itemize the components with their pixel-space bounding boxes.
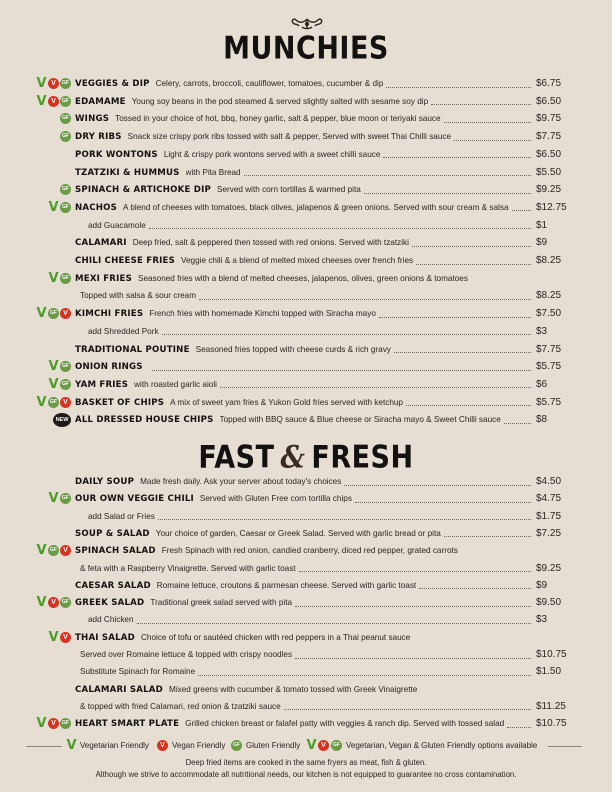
dot-leader: [444, 536, 531, 537]
item-name: THAI SALAD: [75, 632, 135, 643]
dot-leader: [299, 571, 531, 572]
gluten-free-icon: GF: [331, 740, 342, 751]
item-name: OUR OWN VEGGIE CHILI: [75, 494, 194, 505]
item-name: ALL DRESSED HOUSE CHIPS: [75, 415, 214, 426]
menu-item-row: [0, 664, 612, 680]
legend-divider-right: [548, 746, 582, 747]
vegetarian-icon: V: [36, 76, 47, 91]
item-description: add Shredded Pork: [88, 326, 159, 336]
legend-vegetarian: Vegetarian Friendly: [80, 741, 149, 750]
item-price: $4.50: [536, 476, 562, 487]
dot-leader: [419, 588, 531, 589]
vegan-icon: V: [318, 740, 329, 751]
vegetarian-icon: V: [36, 394, 47, 410]
item-description: Choice of tofu or sautéed chicken with red peppers in a Thai peanut sauce: [141, 632, 411, 642]
dot-leader: [295, 658, 531, 659]
item-price: $6.50: [536, 95, 562, 107]
vegetarian-icon: V: [48, 359, 59, 375]
item-name: CALAMARI SALAD: [75, 684, 163, 695]
menu-item-row: [0, 612, 612, 628]
item-description: with roasted garlic aioli: [134, 379, 217, 389]
item-name: GREEK SALAD: [75, 598, 145, 609]
gluten-free-icon: GF: [231, 740, 242, 751]
vegetarian-icon: V: [36, 716, 47, 732]
legend-gluten: Gluten Friendly: [246, 741, 301, 750]
vegan-icon: V: [48, 597, 59, 608]
vegetarian-icon: V: [48, 376, 59, 392]
gluten-free-icon: GF: [60, 131, 71, 142]
gluten-free-icon: GF: [60, 78, 71, 89]
gluten-free-icon: GF: [60, 379, 71, 390]
item-price: $6.50: [536, 148, 562, 160]
dot-leader: [220, 387, 531, 388]
item-name: SPINACH SALAD: [75, 546, 156, 557]
dietary-legend: [0, 738, 612, 754]
vegan-icon: V: [60, 308, 71, 319]
item-description: Served with corn tortillas & warmed pita: [217, 185, 361, 195]
menu-item-row: [0, 561, 612, 577]
menu-item-row: [0, 716, 612, 732]
menu-item-row: [0, 682, 612, 698]
item-price: $5.75: [536, 361, 562, 373]
item-price: $11.25: [536, 700, 566, 712]
dot-leader: [504, 423, 531, 424]
item-price: $4.75: [536, 493, 562, 505]
dot-leader: [355, 502, 531, 503]
dot-leader: [454, 140, 531, 141]
item-price: $3: [536, 325, 548, 337]
item-name: DAILY SOUP: [75, 477, 135, 487]
dot-leader: [284, 709, 531, 710]
item-price: $9.75: [536, 113, 562, 125]
item-price: $9.25: [536, 184, 562, 196]
gluten-free-icon: GF: [60, 273, 71, 284]
vegan-icon: V: [60, 545, 71, 556]
item-name: TZATZIKI & HUMMUS: [75, 167, 180, 178]
dot-leader: [295, 606, 531, 607]
dot-leader: [394, 352, 531, 353]
item-description: Tossed in your choice of hot, bbq, honey garlic, salt & pepper, blue moon or teriyaki sauce: [115, 114, 441, 124]
menu-item-row: [0, 595, 612, 611]
item-price: $7.25: [536, 527, 562, 539]
gluten-free-icon: GF: [60, 597, 71, 608]
menu-item-row: [0, 377, 612, 393]
gluten-free-icon: GF: [60, 361, 71, 372]
item-price: $7.75: [536, 343, 562, 355]
item-price: $5.75: [536, 396, 562, 408]
dot-leader: [158, 519, 531, 520]
item-description: Served over Romaine lettuce & topped with crispy noodles: [80, 650, 293, 659]
item-description: Topped with BBQ sauce & Blue cheese or Siracha mayo & Sweet Chilli sauce: [219, 415, 501, 425]
vegan-icon: V: [48, 718, 59, 729]
vegetarian-icon: V: [48, 491, 59, 507]
item-name: CHILI CHEESE FRIES: [75, 256, 175, 266]
item-price: $1.75: [536, 510, 562, 522]
legend-vegan: Vegan Friendly: [172, 741, 226, 750]
menu-item-row: [0, 253, 612, 269]
item-description: & topped with fried Calamari, red onion & tzatziki sauce: [80, 701, 281, 711]
dot-leader: [507, 727, 531, 728]
item-name: SPINACH & ARTICHOKE DIP: [75, 185, 212, 196]
item-name: NACHOS: [75, 202, 118, 213]
menu-item-row: [0, 474, 612, 490]
legend-divider-left: [26, 746, 62, 747]
item-name: TRADITIONAL POUTINE: [75, 344, 190, 355]
menu-item-row: [0, 235, 612, 251]
item-description: Grilled chicken breast or falafel patty with veggies & ranch dip. Served with tossed salad: [185, 719, 505, 729]
vegetarian-icon: V: [48, 270, 59, 286]
menu-item-row: [0, 200, 612, 216]
menu-item-row: [0, 129, 612, 145]
section-title-munchies: MUNCHIES: [223, 30, 389, 67]
item-description: Fresh Spinach with red onion, candied cranberry, diced red pepper, grated carrots: [161, 546, 458, 556]
item-name: SOUP & SALAD: [75, 528, 150, 539]
item-description: French fries with homemade Kimchi topped with Siracha mayo: [149, 309, 376, 319]
item-description: add Guacamole: [88, 220, 146, 230]
dot-leader: [199, 299, 531, 300]
item-description: Your choice of garden, Caesar or Greek Salad. Served with garlic bread or pita: [155, 528, 441, 538]
item-description: Topped with salsa & sour cream: [80, 291, 197, 301]
vegan-icon: V: [48, 78, 59, 89]
new-badge-icon: NEW: [53, 413, 71, 427]
dot-leader: [244, 175, 531, 176]
vegetarian-icon: V: [48, 199, 59, 215]
item-description: Young soy beans in the pod steamed & served slightly salted with sesame soy dip: [131, 96, 429, 106]
item-description: with Pita Bread: [185, 167, 241, 177]
menu-item-row: [0, 218, 612, 234]
item-name: DRY RIBS: [75, 132, 122, 143]
footnote-fryer: Deep fried items are cooked in the same fryers as meat, fish & gluten.: [185, 758, 427, 767]
dot-leader: [379, 317, 531, 318]
vegan-icon: V: [60, 632, 71, 643]
menu-item-row: [0, 412, 612, 428]
menu-item-row: [0, 509, 612, 525]
item-price: $8.25: [536, 290, 562, 302]
menu-item-row: [0, 630, 612, 646]
footnote-allergen: Although we strive to accommodate all nutritional needs, our kitchen is not equipped to guarantee no cross contamination.: [95, 770, 517, 779]
gluten-free-icon: GF: [60, 202, 71, 213]
item-description: Veggie chili & a blend of melted mixed cheeses over french fries: [181, 256, 414, 265]
item-price: $6.75: [536, 78, 562, 89]
item-price: $9: [536, 237, 548, 249]
menu-item-row: [0, 94, 612, 110]
menu-item-row: [0, 306, 612, 322]
vegetarian-icon: V: [306, 738, 317, 753]
vegetarian-icon: V: [48, 629, 59, 645]
item-description: Mixed greens with cucumber & tomato tossed with Greek Vinaigrette: [169, 684, 418, 694]
item-description: A mix of sweet yam fries & Yukon Gold fries served with ketchup: [170, 397, 403, 407]
menu-item-row: [0, 182, 612, 198]
menu-item-row: [0, 647, 612, 663]
dot-leader: [162, 334, 531, 335]
vegetarian-icon: V: [36, 595, 47, 611]
menu-item-row: [0, 543, 612, 559]
item-name: EDAMAME: [75, 96, 126, 107]
item-price: $1.50: [536, 666, 562, 678]
vegan-icon: V: [157, 740, 168, 751]
item-description: Seasoned fries topped with cheese curds & rich gravy: [195, 344, 391, 354]
item-name: YAM FRIES: [75, 379, 129, 390]
menu-item-row: [0, 271, 612, 287]
item-description: Substitute Spinach for Romaine: [80, 667, 196, 677]
gluten-free-icon: GF: [48, 397, 59, 408]
dot-leader: [412, 246, 531, 247]
gluten-free-icon: GF: [48, 308, 59, 319]
item-description: Celery, carrots, broccoli, cauliflower, tomatoes, cucumber & dip: [155, 79, 384, 88]
item-name: ONION RINGS: [75, 362, 143, 373]
item-name: HEART SMART PLATE: [75, 719, 180, 730]
item-name: CALAMARI: [75, 238, 127, 249]
item-name: PORK WONTONS: [75, 149, 158, 160]
dot-leader: [152, 370, 531, 371]
item-name: VEGGIES & DIP: [75, 79, 150, 89]
vegetarian-icon: V: [36, 306, 47, 322]
item-description: Seasoned fries with a blend of melted cheeses, jalapenos, olives, green onions & tomatoes: [137, 273, 468, 283]
dot-leader: [444, 122, 531, 123]
menu-item-row: [0, 395, 612, 411]
vegetarian-icon: V: [66, 738, 77, 753]
dot-leader: [406, 405, 531, 406]
item-description: A blend of cheeses with tomatoes, black olives, jalapenos & green onions. Served with sour cream & salsa: [123, 202, 509, 212]
menu-item-row: [0, 699, 612, 715]
item-price: $10.75: [536, 718, 567, 730]
item-price: $8: [536, 414, 548, 426]
dot-leader: [137, 623, 531, 624]
item-price: $10.75: [536, 649, 567, 660]
item-name: BASKET OF CHIPS: [75, 397, 165, 408]
title-fresh: FRESH: [311, 439, 414, 476]
item-price: $3: [536, 614, 548, 626]
item-price: $9.25: [536, 562, 562, 574]
menu-item-row: [0, 288, 612, 304]
gluten-free-icon: GF: [60, 493, 71, 504]
item-name: MEXI FRIES: [75, 273, 132, 284]
dot-leader: [198, 675, 531, 676]
item-name: KIMCHI FRIES: [75, 309, 144, 320]
title-ampersand: &: [280, 439, 306, 476]
item-description: add Chicken: [88, 615, 134, 625]
title-fast: FAST: [198, 439, 275, 476]
menu-item-row: [0, 111, 612, 127]
menu-item-row: [0, 578, 612, 594]
item-description: Light & crispy pork wontons served with a sweet chilli sauce: [163, 149, 381, 159]
gluten-free-icon: GF: [60, 184, 71, 195]
gluten-free-icon: GF: [60, 96, 71, 107]
ornament-flourish-icon: [290, 17, 324, 31]
menu-item-row: [0, 342, 612, 358]
dot-leader: [149, 228, 531, 229]
vegetarian-icon: V: [36, 543, 47, 559]
dot-leader: [344, 485, 531, 486]
menu-item-row: [0, 324, 612, 340]
vegan-icon: V: [60, 397, 71, 408]
item-price: $8.25: [536, 255, 562, 266]
gluten-free-icon: GF: [60, 718, 71, 729]
menu-item-row: [0, 76, 612, 92]
gluten-free-icon: GF: [60, 113, 71, 124]
dot-leader: [383, 157, 531, 158]
item-description: Snack size crispy pork ribs tossed with salt & pepper, Served with sweet Thai Chilli sauce: [127, 132, 452, 142]
item-description: Served with Gluten Free corn tortilla chips: [199, 494, 352, 504]
item-description: add Salad or Fries: [88, 511, 155, 521]
item-description: Romaine lettuce, croutons & parmesan cheese. Served with garlic toast: [156, 580, 417, 590]
dot-leader: [364, 193, 531, 194]
item-price: $9.50: [536, 597, 562, 609]
menu-item-row: [0, 526, 612, 542]
item-description: Deep fried, salt & peppered then tossed with red onions. Served with tzatziki: [132, 238, 409, 248]
item-description: Traditional greek salad served with pita: [150, 598, 293, 608]
item-description: & feta with a Raspberry Vinaigrette. Served with garlic toast: [80, 563, 296, 573]
item-price: $7.50: [536, 308, 562, 320]
dot-leader: [386, 87, 531, 88]
legend-options: Vegetarian, Vegan & Gluten Friendly options available: [346, 741, 538, 750]
item-description: Made fresh daily. Ask your server about today's choices: [140, 477, 342, 486]
menu-item-row: [0, 491, 612, 507]
vegan-icon: V: [48, 96, 59, 107]
item-price: $1: [536, 219, 548, 231]
item-price: $9: [536, 579, 548, 591]
section-title-fast-fresh: [0, 440, 612, 476]
dot-leader: [512, 210, 531, 211]
dot-leader: [431, 104, 531, 105]
item-price: $12.75: [536, 201, 567, 213]
item-name: WINGS: [75, 114, 110, 125]
dot-leader: [416, 264, 531, 265]
gluten-free-icon: GF: [48, 545, 59, 556]
item-price: $6: [536, 378, 548, 390]
item-price: $7.75: [536, 131, 562, 143]
menu-item-row: [0, 147, 612, 163]
item-price: $5.50: [536, 166, 562, 178]
item-name: CAESAR SALAD: [75, 580, 151, 591]
menu-item-row: [0, 359, 612, 375]
menu-item-row: [0, 165, 612, 181]
vegetarian-icon: V: [36, 93, 47, 109]
